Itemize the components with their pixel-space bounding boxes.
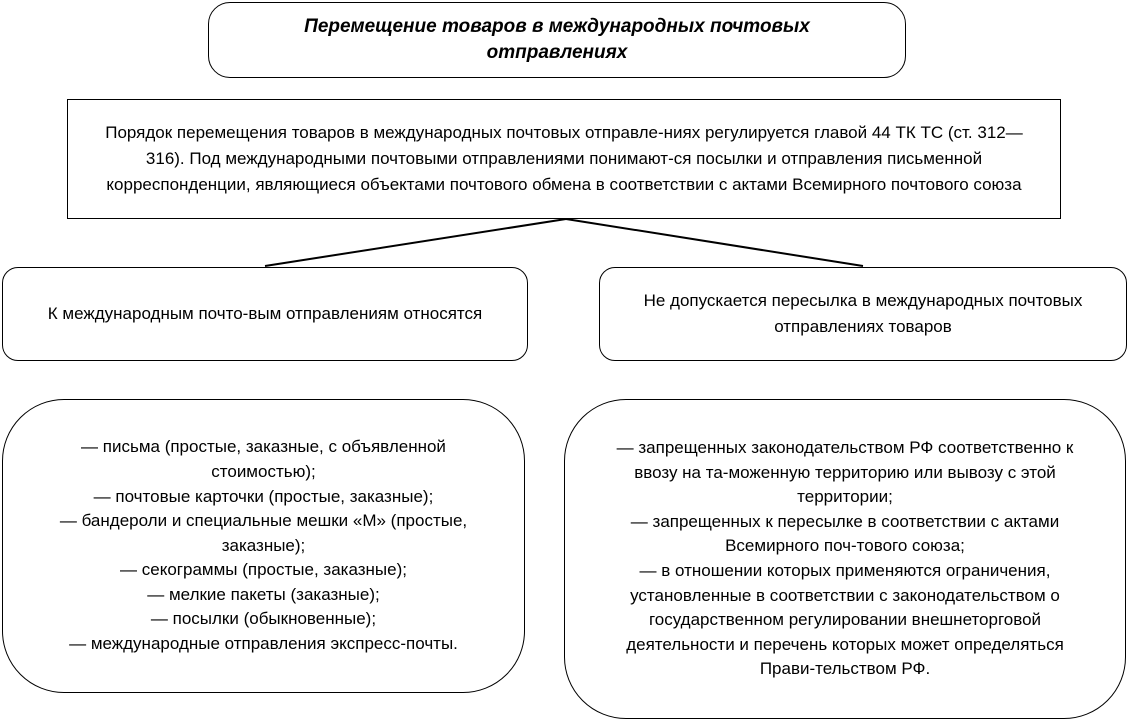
list-item: — запрещенных законодательством РФ соответственно к ввозу на та-моженную территорию или вывозу с этой территории; <box>616 438 1074 507</box>
list-item: — письма (простые, заказные, с объявленной стоимостью); <box>81 437 446 481</box>
description-box <box>67 99 1061 219</box>
list-item: — международные отправления экспресс-почты. <box>69 634 458 654</box>
list-item: — посылки (обыкновенные); <box>150 609 377 629</box>
left-heading-text: К международным почто-вым отправлениям относятся <box>47 304 483 323</box>
right-list-box <box>564 399 1126 719</box>
list-item: — запрещенных к пересылке в соответствии с актами Всемирного поч-тового союза; <box>630 511 1060 556</box>
connector-line-left <box>265 219 566 266</box>
list-item: — почтовые карточки (простые, заказные); <box>93 486 434 506</box>
list-item: — мелкие пакеты (заказные); <box>147 584 380 604</box>
right-heading-text: Не допускается пересылка в международных почтовых отправлениях товаров <box>643 291 1083 336</box>
description-text: Порядок перемещения товаров в международных почтовых отправле-ниях регулируется главой 44 ТК ТС (ст. 312— 316). Под международными почтовыми отправлениями понимают-ся посылки и отправления письменной корреспонденции, являющиеся объектами почтового обмена в соответствии с актами Всемирного почтового союза <box>105 123 1023 194</box>
diagram-title: Перемещение товаров в международных почтовых отправлениях <box>304 16 810 63</box>
list-item: — секограммы (простые, заказные); <box>120 560 407 580</box>
connector-line-right <box>566 219 863 266</box>
list-item: — бандероли и специальные мешки «М» (простые, заказные); <box>59 511 468 555</box>
list-item: — в отношении которых применяются ограничения, установленные в соответствии с законодательством о государственном регулировании внешнеторговой деятельности и перечень которых может определяться Прави-тельством РФ. <box>626 561 1064 679</box>
left-list-box <box>2 399 525 693</box>
right-heading-box <box>599 267 1127 361</box>
diagram-title-box <box>208 2 906 78</box>
left-heading-box <box>2 267 528 361</box>
